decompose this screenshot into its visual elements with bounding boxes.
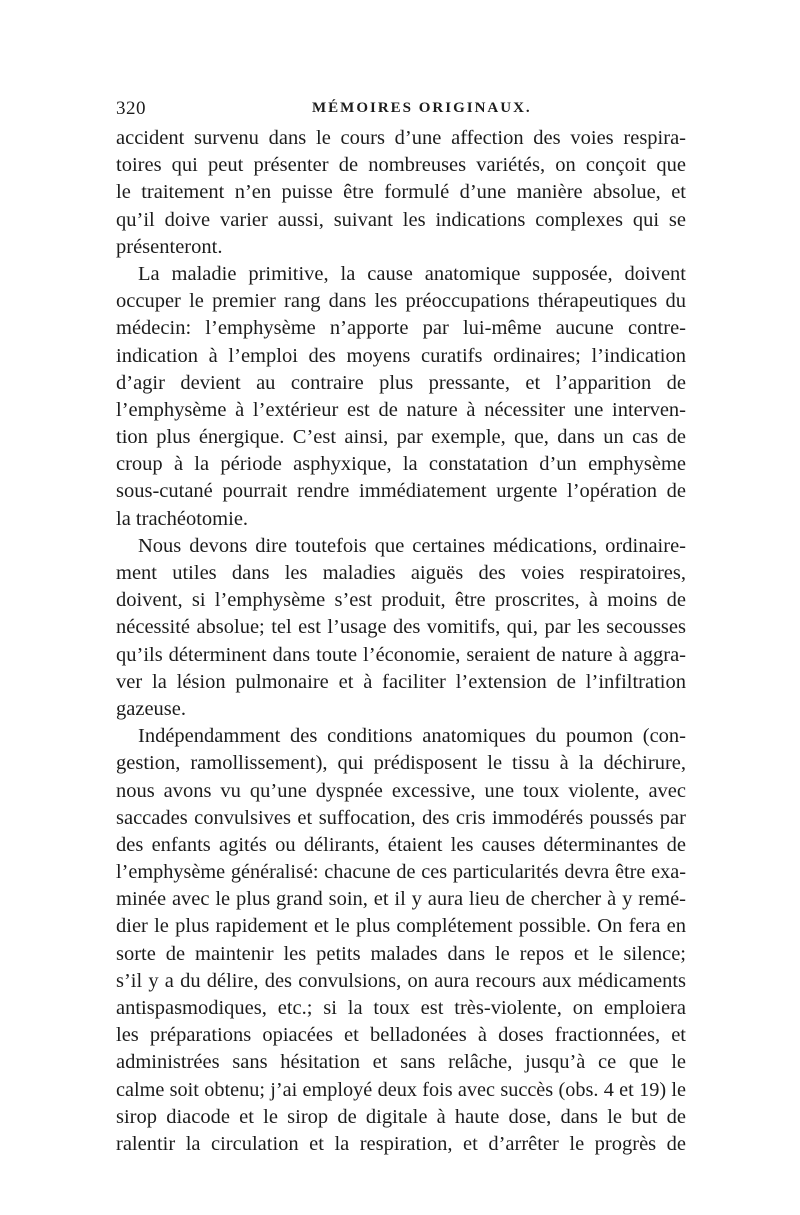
text-line: la trachéotomie.: [116, 507, 249, 530]
text-line: indication à l’emploi des moyens curatifs ordinaires; l’indication: [116, 344, 686, 367]
text-line: gazeuse.: [116, 697, 186, 720]
text-line: calme soit obtenu; j’ai employé deux fois avec succès (obs. 4 et 19) le: [116, 1078, 686, 1101]
text-line: sirop diacode et le sirop de digitale à haute dose, dans le but de: [116, 1105, 686, 1128]
text-line: ralentir la circulation et la respiration, et d’arrêter le progrès de: [116, 1132, 686, 1155]
text-line: d’agir devient au contraire plus pressante, et l’apparition de: [116, 371, 686, 394]
text-line: doivent, si l’emphysème s’est produit, être proscrites, à moins de: [116, 589, 686, 612]
text-line: le traitement n’en puisse être formulé d’une manière absolue, et: [116, 181, 686, 204]
text-line: administrées sans hésitation et sans relâche, jusqu’à ce que le: [116, 1051, 686, 1074]
text-line: minée avec le plus grand soin, et il y aura lieu de chercher à y remé-: [116, 888, 686, 911]
text-line: ment utiles dans les maladies aiguës des voies respiratoires,: [116, 562, 686, 584]
text-line: antispasmodiques, etc.; si la toux est très-violente, on emploiera: [116, 997, 686, 1019]
text-line: Indépendamment des conditions anatomiques du poumon (con-: [138, 725, 686, 748]
text-line: l’emphysème généralisé: chacune de ces particularités devra être exa-: [116, 861, 686, 884]
text-line: gestion, ramollissement), qui prédisposent le tissu à la déchirure,: [116, 752, 686, 775]
text-line: qu’il doive varier aussi, suivant les indications complexes qui se: [116, 208, 686, 231]
page-number: 320: [116, 98, 146, 119]
text-line: médecin: l’emphysème n’apporte par lui-même aucune contre-: [116, 317, 686, 340]
text-line: saccades convulsives et suffocation, des cris immodérés poussés par: [116, 806, 686, 829]
text-line: dier le plus rapidement et le plus complétement possible. On fera en: [116, 915, 686, 938]
text-line: qu’ils déterminent dans toute l’économie, seraient de nature à aggra-: [116, 643, 686, 666]
text-line: toires qui peut présenter de nombreuses variétés, on conçoit que: [116, 154, 686, 177]
running-head: [116, 98, 686, 122]
text-line: des enfants agités ou délirants, étaient les causes déterminantes de: [116, 833, 686, 856]
text-line: La maladie primitive, la cause anatomique supposée, doivent: [138, 262, 686, 285]
text-line: Nous devons dire toutefois que certaines médications, ordinaire-: [138, 534, 686, 557]
text-line: les préparations opiacées et belladonées à doses fractionnées, et: [116, 1024, 686, 1047]
text-line: tion plus énergique. C’est ainsi, par exemple, que, dans un cas de: [116, 426, 686, 449]
text-line: accident survenu dans le cours d’une affection des voies respira-: [116, 127, 686, 149]
text-line: s’il y a du délire, des convulsions, on aura recours aux médicaments: [116, 969, 686, 992]
text-line: nécessité absolue; tel est l’usage des vomitifs, qui, par les secousses: [116, 616, 686, 639]
text-line: l’emphysème à l’extérieur est de nature à nécessiter une interven-: [116, 398, 686, 421]
text-line: croup à la période asphyxique, la constatation d’un emphysème: [116, 453, 686, 476]
text-line: présenteront.: [116, 235, 223, 258]
body-text: [116, 125, 686, 1158]
text-line: nous avons vu qu’une dyspnée excessive, une toux violente, avec: [116, 779, 686, 802]
text-line: occuper le premier rang dans les préoccupations thérapeutiques du: [116, 290, 686, 313]
text-line: sous-cutané pourrait rendre immédiatement urgente l’opération de: [116, 480, 686, 503]
text-line: ver la lésion pulmonaire et à faciliter l’extension de l’infiltration: [116, 670, 686, 693]
running-head-title: MÉMOIRES ORIGINAUX.: [312, 100, 532, 116]
text-line: sorte de maintenir les petits malades dans le repos et le silence;: [116, 942, 686, 965]
